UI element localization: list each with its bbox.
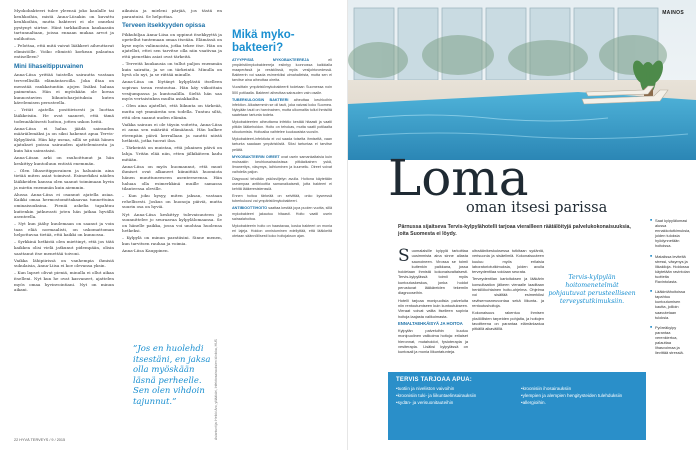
photo-credit: Asiantuntija: Heikki Aro, ylilääkäri, Infektiosairauksien klinikka, HUS <box>214 339 218 440</box>
paragraph: Anna-Liisa on myös huomannut, että muut ihmiset ovat alkaneet kiinnittää huomiota hänen muuttuneeseen asenteeseensa. Hän haluaa olla esimerkkinä muille samassa tilanteessa oleville. <box>122 163 222 192</box>
paragraph: Anna-Liisa ei halua jäädä sairauden määräilemäksi ja on siksi hakenut apua Tervis-Kylpylästä. Hän käy useaa, sillä se pitää hänen ajatukset poissa sairauden ajattelemisesta ja kuin hän sairastaisi. <box>14 125 114 154</box>
paragraph: Anna-Liisa on löytänyt kylpylästä itselleen sopivan tavan rentoutua. Hän käy viikoittain vesijumpassa ja kuntosalilla. Sieltä hän saa myös vertaistukea muilta asiakkailta. <box>122 79 222 102</box>
paragraph: – Kun joku kysyy, miten jaksan, vastaan rehellisesti. Joskus on huonoja päiviä, mutta suurin osa on hyviä. <box>122 193 222 210</box>
section-heading: Mini lihaseitippuvainen <box>14 62 84 70</box>
sidebar-lead: ANTIBIOOTTIHOITO <box>232 206 268 211</box>
section-heading: ENNALTAEHKÄISYÄ JA HOITOA <box>398 320 463 326</box>
pull-quote: ”Jos en huolehdi itsestäni, en jaksa olla myöskään läsnä perheelle. Sen olen vihdoin tajunnut.” <box>133 344 211 407</box>
paragraph: Pikkuhiljaa Anna-Liisa on oppinut itsekkyyttä ja opetellut tuntemaan omaa itseään. Elämässä on kyse myös valinnoista, jotka tekee itse. Hän on ajatellut, ettei sen tarvitse olla niin vaativaa ja että pienetkin asiat ovat tärkeitä. <box>122 31 222 60</box>
sidebar-title: Mikä myko-bakteeri? <box>232 29 295 54</box>
sidebar-lead: MYKOBAKTEERIN OIREET <box>232 154 280 159</box>
drop-cap: S <box>398 246 410 266</box>
sidebar-paragraph: Diagnoosi tehdään yskösviljelyn avulla. Hoitona käytetään useampaa antibioottia samanaikaisesti, jotta bakteeri ei kehitä lääkeresistenssiä. <box>232 176 332 192</box>
sidebar-paragraph <box>232 98 332 118</box>
advertisement-label: MAINOS <box>662 10 684 16</box>
paragraph <box>398 248 468 296</box>
services-item: • allergioihin. <box>521 400 638 406</box>
services-item: • kroonisiin tuki- ja liikuntaelinsairauksiin <box>396 393 513 399</box>
paragraph: Myokobakteeri tulee yleensä joko kaulalle tai keuhkoihin, mistä Anna-Liisakin on kuvattu keuhkoihin, mutta bakteeri ei ole onneksi pystynyt siirtne. Hänt tarkkailluun kaukaasiin tartunnaltaan, joissa ennaan mukaa arvot ja uulihoitoa. <box>14 8 114 41</box>
services-item: • sydän- ja verisuonitauteihin <box>396 400 513 406</box>
services-item: • tuotiin ja niveliston vaivoihin <box>396 386 513 392</box>
pool-illustration <box>348 0 696 160</box>
side-bullet-list <box>650 218 690 360</box>
article-column-1 <box>14 8 114 294</box>
paragraph: Alussa Anna-Liisa ei osannut ajatella asiaa. Kaikki omaa hermostomittakaavaa tunnettuina ominaisuuksina. Pieniä askelia tapahtuu kuitenkin jatkuvasti joten hän jatkaa hyvällä asenteella. <box>14 191 114 220</box>
sidebar-text: saattaa kestää jopa puolen vuotta, sillä mykobakteeri jakautuu hitaasti. Hoito vaatii usein sairaalahoitoa. <box>232 206 332 221</box>
services-box-title: TERVIS TARJOAA APUA: <box>396 377 473 383</box>
page-footer: 22 HYVÄ TERVEYS / 9 / 2015 <box>14 438 66 442</box>
sidebar-lead: TUBERKULOOSIN BAKTEERI <box>232 97 289 102</box>
paragraph: Anna-Liisan arki on rauhoittunut ja hän keskittyy kuntoiluun entistä enemmän. <box>14 155 114 166</box>
paragraph: – Kun lapset olivat pieniä, minulla ei ollut aikaa itselleni. Nyt kun he ovat kasvaneet, ajattelen myös omaa hyvinvointiani. Nyt on minun aikani. <box>14 270 114 293</box>
paragraph: – Yrität ajatella positiivisesti ja luottaa lääkkeisiin. He ovat saaneet, että tämä todennäköisesti hoituu, jotten uskon heitä. <box>14 107 114 124</box>
paragraph: – Nyt kun jäähy kuulemaan on saanut ja voin taas elää normaalisti, on uskomattoman helpottavaa tietää, että kaikki on kunnossa. <box>14 221 114 238</box>
headline-subtitle: oman itsesi parissa <box>466 200 608 216</box>
signoff: Anna-Liisa Kauppinen. <box>122 248 169 254</box>
paragraph: – Olen aina ajatellut, että liikunta on tärkeää, mutta nyt ymmärrän sen todella. Tuntuu siltä, että olen saanut uuden elämän. <box>122 103 222 120</box>
sidebar-body <box>232 58 332 241</box>
sidebar-paragraph: Mykobakteeri-infektiota ei voi saada toiselta ihmiseltä, vaan tartunta saadaan ympäristöstä. Siksi tartuntaa ei tarvitse pelätä. <box>232 137 332 152</box>
paragraph: Terveydentilan kartoituksen ja lääkärin konsultaation jälkeen vieraalle laaditaan henkilökohtainen hoito-ohjelma. Ohjelma voi sisältää esimerkiksi ravitsemusneuvontaa sekä liikunta- ja rentoutushoitoja. <box>472 276 544 308</box>
article-column-2 <box>122 8 222 255</box>
pull-quote: Tervis-kylpylän hoitomenetelmät pohjautuvat perusteelliseen terveystutkimuksiin. <box>548 274 636 305</box>
paragraph: Vaikka lähipiirissä on vanhempia ihmisiä sukulaisia, Anna-Liisa ei koe olevansa yksin. <box>14 257 114 269</box>
body-column-1 <box>398 248 468 357</box>
services-box <box>388 372 646 440</box>
sidebar-paragraph <box>232 58 332 83</box>
sidebar-paragraph: Ennen hoitoa tärkeää on selvittää, onko kyseessä tuberkuloosi vai ympäristömykobakteeri. <box>232 194 332 204</box>
paragraph: ultraäänikeskuksessa tutkitaan sydäntä, verisuonia ja sisäelimiä. Kokonaisuuteen kuuluu myös erilaisia laboratoriotutkimuksia, joiden avulla terveydentilaa voidaan seurata. <box>472 248 544 275</box>
services-item: • ylempien ja alempien hengitysteiden tulehduksiin <box>521 393 638 399</box>
intro-paragraph: Pärnussa sijaitseva Tervis-kylpylähotelli tarjoaa vierailleen räätälöityjä palvelukokonaisuuksia, joita Suomesta ei löydy. <box>398 224 631 237</box>
paragraph: Anna-Liisa yrittää taistella sairautta vastaan terveellisillä elämäntavoilla. Joka iltaa on menstää rankkatuntiin ajojen lisäksi haluaa paimentaa. Hän ei myöskään ole kovaa kunnostavien liikuntoharjoituksia kuten kävelemisen perusteella. <box>14 72 114 106</box>
sidebar-text: ovat usein samankaltaisia kuin muissakin keuhkosairauksissa: pitkäaikainen yskä, limaneritys, väsymys, laihtuminen ja kuumeilu. Oireet voivat vaihdella paljon. <box>232 154 333 174</box>
body-column-2 <box>472 248 544 333</box>
paragraph: Vaikka sairaus ei ole täysin voitettu, Anna-Liisa ei anna sen määrätä elämäänsä. Hän kulkee eteenpäin päivä kerrallaan ja nauttii niistä hetkistä, jotka tuovat iloa. <box>122 121 222 144</box>
sidebar-paragraph <box>232 155 332 175</box>
bullet-item: ■ Lääkintähoitoissa tapahtuu kuntoutumisen kautta, joilloin saavutetaan tuloksia. <box>650 289 690 320</box>
sidebar-text: aiheuttaa keuhkoihin infektion. Aikaisemmin se oli tauti, joka vaivasi koko Suomea. Nykyään tauti on harvinainen, mutta ulkomailta tullut ihmisiltä saatetaan tartunta todeta. <box>232 97 332 117</box>
sidebar-paragraph: Mykobakteerien aiheuttama infektio kestää hitaasti ja vaatii pitkän lääkehoidon. Hoito on tehokas, mutta vaatii potilaalta sitoutumista. Hoitoaika vaihtelee kuukausista vuosiin. <box>232 120 332 135</box>
bullet-item: ■ Saat kylpylälomasi alussa ennakkotutkimuksia, joiden tuloksia hyödynnetään hoitoissa. <box>650 218 690 249</box>
sidebar-paragraph <box>232 206 332 221</box>
sidebar-paragraph: Vuosittain ympäristömykobakteerit todetaan Suomessa noin 500 potilaalla. Bakteeri aiheuttaa sairauden vain osalle. <box>232 85 332 95</box>
paragraph: – Syrkkinä hetkistä olen miettinyt, että jos tätä kaikkea olisi vielä jatkunut pidempään, olisin saattanut itse menettää toivoni. <box>14 239 114 256</box>
sidebar-text: eli ympäristömykobakteereja esiintyy luonnossa kaikkialla maaperässä ja vesistöissä, myös vesijohtovedessä. Bakteerin voi saada esimerkiksi uimahalleista, mutta sen ei tarvitse aina aiheuttaa oireita. <box>232 58 332 83</box>
paragraph: – Tärkeintä on muistaa, että jokainen päivä on lahja. Yritän elää niin, etten jälkikäteen kadu mitään. <box>122 145 222 162</box>
bullet-item: ■ Matalissa leviteltä stressi, väsymys ja liikakiloja. Hoidossa käytetään ravintolan tuotteita Ravintolasta. <box>650 254 690 285</box>
paragraph: – Kylpylä on minun paratiisini. Sinne menen, kun tarvitsen rauhaa ja voimia. <box>122 235 222 246</box>
section-heading: Terveen itsekkyyden opissa <box>122 22 206 30</box>
services-list <box>396 386 638 406</box>
paragraph: Kokonaisuus rakentuu ihmisen yksilöllisten tarpeiden pohjalta, ja hoitojen tavoitteena on parantaa elämänlaatua pitkällä aikavälillä. <box>472 310 544 332</box>
paragraph: Kylpylän palveluihin kuuluu monipuolinen valikoima hoitoja: erilaiset hieronnat, mutahoidot, fysioterapia ja vesiterapia. Lisäksi kylpylässä on kuntosali ja monia liikuntatunteja. <box>398 328 468 355</box>
services-item: • kroonisiin ihosairauksiin <box>521 386 638 392</box>
sidebar-lead: ATYYPPISIÄ MYKOBAKTEEREJA <box>232 58 309 62</box>
sidebar-paragraph: Mykobakteerin hoito on haastavaa, koska bakteeri on monia eri lajeja. Hoidon onnistuminen edellyttää, että lääkkeitä otetaan säännöllisesti koko hoitojakson ajan. <box>232 223 332 238</box>
paragraph: – Pelottaa, että mitä vaivat lääkkeet aiheuttavat elimistölle. Voiko elimistö korkean palautua entiselleen? <box>14 43 114 60</box>
paragraph: Nyt Anna-Liisa keskittyy tulevaisuuteen ja suunnittelee jo seuraavaa kylpylälomaansa. Se on hänelle paikka, jossa voi unohtaa huolensa hetkeksi. <box>122 211 222 234</box>
headline: Loma <box>388 149 529 207</box>
right-page <box>348 0 696 450</box>
paragraph: Hotelli tarjoaa monipuolisia palveluita niin rentoutumiseen kuin kuntoutukseen. Vieraat voivat valita itselleen sopivia hoitoja laajasta valikoimasta. <box>398 297 468 319</box>
paragraph: – Olen lihaseitippuvainen ja haluaisin aina tietää miten asiat toimivat. Esimerkiksi näiden lääkkeiden kanssa olen saanut toimimaan hyvin ja mietin enemmän kuin aiemmin. <box>14 167 114 190</box>
paragraph: aikuisia ja mieleni pärjää, jos tästä en parantuisi. Se helpottaa. <box>122 8 222 19</box>
paragraph-text: uomalaisille kylpylä tarkoittaa uusimmista aina sinne allasta saunoineen. Virossa se toimii kuitenkin paikkana, jossa hoidetaan ihmistä kokonaisvaltaisesti. Tervis-kylpylässä toimii myös kuntoutuskeskus, jonka hoidot perustuvat lääkäreiden tekemiin diagnooseihin. <box>398 248 468 296</box>
bullet-item: ■ Pyöreäkylpy parantaa verenkiertoa, palauttaa lihasvoimaa ja lievittää stressiä. <box>650 325 690 356</box>
paragraph: – Terveitä kuukausia on tullut paljon enemmän kuin sairaita, ja se on tärkeintä. Minulla on hyvä olo nyt, ja se riittää minulle. <box>122 61 222 78</box>
spa-pool-photo <box>348 0 696 160</box>
